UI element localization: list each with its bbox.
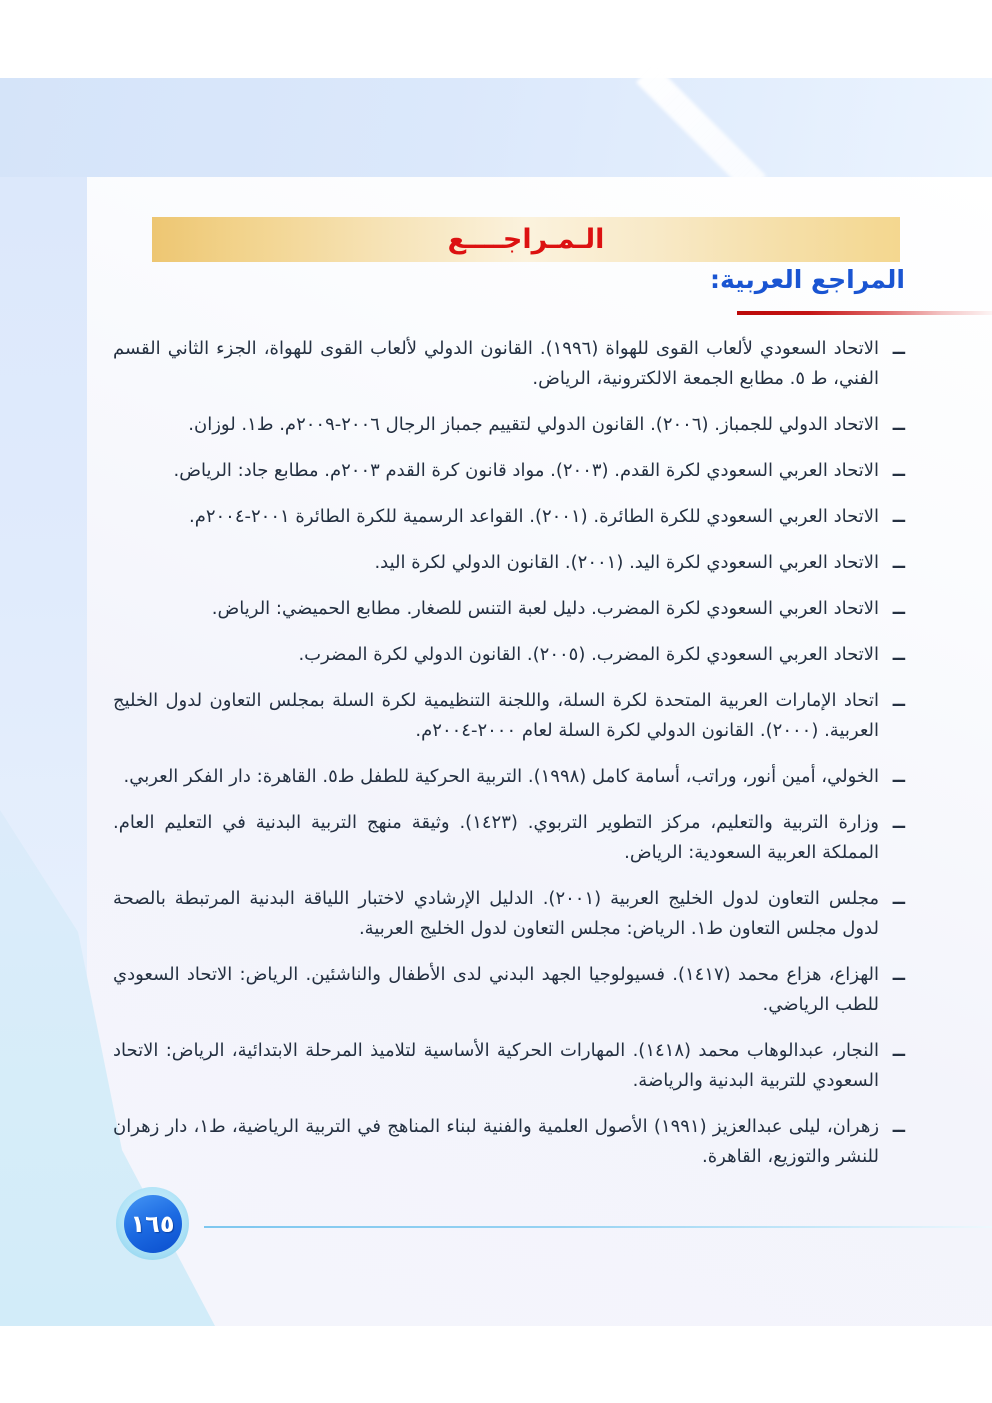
reference-item: [113, 1036, 905, 1096]
reference-dash: ــ: [892, 338, 905, 359]
top-blue-band: [0, 78, 992, 177]
reference-text: الهزاع، هزاع محمد (١٤١٧). فسيولوجيا الجهد البدني لدى الأطفال والناشئين. الرياض: الاتحاد السعودي للطب الرياضي.: [113, 964, 880, 1015]
reference-item: [113, 456, 905, 486]
reference-dash: ــ: [892, 506, 905, 527]
reference-item: [113, 884, 905, 944]
reference-item: [113, 334, 905, 394]
page-number-badge: [116, 1187, 189, 1260]
reference-text: الاتحاد العربي السعودي لكرة المضرب. (٢٠٠٥). القانون الدولي لكرة المضرب.: [298, 644, 879, 665]
page-number: ١٦٥: [130, 1209, 175, 1238]
reference-text: النجار، عبدالوهاب محمد (١٤١٨). المهارات الحركية الأساسية لتلاميذ المرحلة الابتدائية، الرياض: الاتحاد السعودي للتربية البدنية والرياضة.: [113, 1040, 879, 1091]
diagonal-white-streak: [636, 64, 766, 194]
reference-text: الاتحاد العربي السعودي لكرة المضرب. دليل لعبة التنس للصغار. مطابع الحميضي: الرياض.: [211, 598, 879, 619]
reference-dash: ــ: [892, 552, 905, 573]
reference-item: [113, 640, 905, 670]
heading-underline: [737, 311, 992, 315]
reference-dash: ــ: [892, 690, 905, 711]
reference-text: الاتحاد الدولي للجمباز. (٢٠٠٦). القانون الدولي لتقييم جمباز الرجال ٢٠٠٦-٢٠٠٩م. ط١. لوزان.: [188, 414, 879, 435]
reference-item: [113, 1112, 905, 1172]
reference-dash: ــ: [892, 812, 905, 833]
reference-text: زهران، ليلى عبدالعزيز (١٩٩١) الأصول العلمية والفنية لبناء المناهج في التربية الرياضية، ط١، دار زهران للنشر والتوزيع، القاهرة.: [113, 1116, 880, 1167]
reference-text: الاتحاد السعودي لألعاب القوى للهواة (١٩٩٦). القانون الدولي لألعاب القوى للهواة، الجزء الثاني القسم الفني، ط ٥. مطابع الجمعة الالكترونية، الرياض.: [113, 338, 879, 389]
footer-line: [204, 1226, 992, 1228]
reference-item: [113, 548, 905, 578]
reference-dash: ــ: [892, 460, 905, 481]
reference-text: الخولي، أمين أنور، وراتب، أسامة كامل (١٩٩٨). التربية الحركية للطفل ط٥. القاهرة: دار الفكر العربي.: [123, 766, 879, 787]
reference-text: الاتحاد العربي السعودي للكرة الطائرة. (٢٠٠١). القواعد الرسمية للكرة الطائرة ٢٠٠١-٢٠٠٤م.: [188, 506, 879, 527]
reference-item: [113, 762, 905, 792]
reference-text: مجلس التعاون لدول الخليج العربية (٢٠٠١). الدليل الإرشادي لاختبار اللياقة البدنية المرتبطة بالصحة لدول مجلس التعاون ط١. الرياض: مجلس التعاون لدول الخليج العربية.: [113, 888, 879, 939]
reference-dash: ــ: [892, 1040, 905, 1061]
references-list: [113, 334, 905, 1188]
chapter-title: الـمـراجــــع: [447, 224, 605, 255]
reference-item: [113, 410, 905, 440]
reference-dash: ــ: [892, 1116, 905, 1137]
reference-text: الاتحاد العربي السعودي لكرة اليد. (٢٠٠١). القانون الدولي لكرة اليد.: [374, 552, 879, 573]
reference-dash: ــ: [892, 644, 905, 665]
reference-dash: ــ: [892, 888, 905, 909]
reference-item: [113, 686, 905, 746]
reference-text: اتحاد الإمارات العربية المتحدة لكرة السلة، واللجنة التنظيمية لكرة السلة بمجلس التعاون لدول الخليج العربية. (٢٠٠٠). القانون الدولي لكرة السلة لعام ٢٠٠٠-٢٠٠٤م.: [113, 690, 879, 741]
reference-text: وزارة التربية والتعليم، مركز التطوير التربوي. (١٤٢٣). وثيقة منهج التربية البدنية في التعليم العام. المملكة العربية السعودية: الرياض.: [113, 812, 879, 863]
reference-dash: ــ: [892, 598, 905, 619]
chapter-header-bar: [152, 217, 900, 262]
reference-item: [113, 960, 905, 1020]
reference-dash: ــ: [892, 964, 905, 985]
reference-item: [113, 502, 905, 532]
reference-dash: ــ: [892, 766, 905, 787]
reference-dash: ــ: [892, 414, 905, 435]
page-number-badge-inner: [124, 1195, 182, 1253]
reference-item: [113, 594, 905, 624]
reference-text: الاتحاد العربي السعودي لكرة القدم. (٢٠٠٣). مواد قانون كرة القدم ٢٠٠٣م. مطابع جاد: الرياض.: [173, 460, 879, 481]
reference-item: [113, 808, 905, 868]
section-heading: المراجع العربية:: [709, 265, 905, 294]
